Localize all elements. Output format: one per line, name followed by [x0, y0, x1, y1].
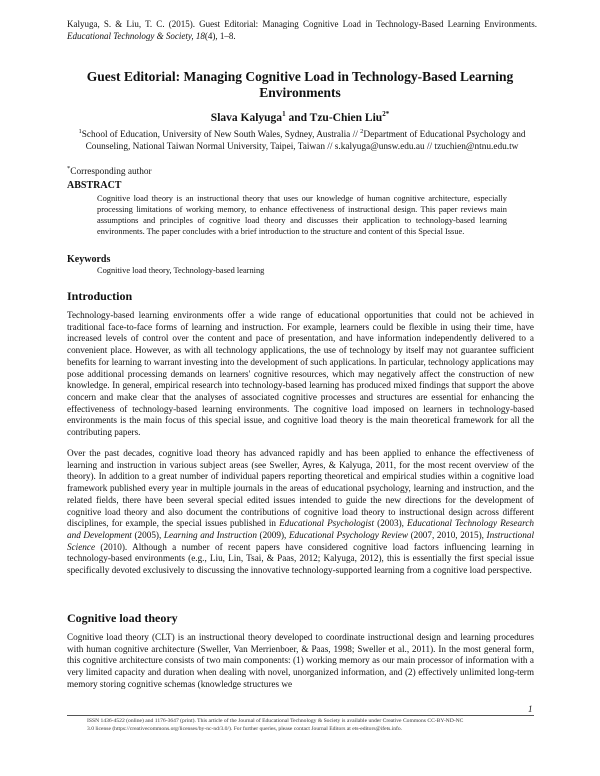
corr-sup: * [67, 165, 71, 172]
clt-heading: Cognitive load theory [67, 611, 178, 625]
intro-p2-sep-4: (2007, 2010, 2015), [407, 529, 487, 540]
corresponding-author [67, 165, 152, 177]
journal-ref-4: Educational Psychology Review [288, 529, 408, 540]
introduction-heading: Introduction [67, 289, 133, 303]
journal-ref-2: Educational Technology Research and Development [67, 518, 534, 540]
clt-paragraph-1: Cognitive load theory (CLT) is an instructional theory developed to coordinate instructional design and learning procedures with human cognitive architecture (Sweller, Van Merrienboer, & Paas, 1998; Sweller et al., 2011). In the most general form, this cognitive architecture consists of two main components: (1) working memory as our main processor of information with a very limited capacity and duration when dealing with novel, unorganized information, and (2) effectively unlimited long-term memory storing cognitive schemas (knowledge structures we [67, 632, 534, 689]
footer-line-2: 3.0 license (https://creativecommons.org/licenses/by-nc-nd/3.0/). For further queries, please contact Journal Editors at ets-editors@ifets.info. [87, 726, 403, 732]
abstract-heading: ABSTRACT [67, 180, 122, 191]
affiliations [67, 126, 537, 153]
abstract-text: Cognitive load theory is an instructional theory that uses our knowledge of human cognitive architecture, especially processing limitations of working memory, to enhance effectiveness of instructional design. This paper reviews main assumptions and principles of cognitive load theory and discusses their application to technology-based learning environments. The paper concludes with a brief introduction to the structure and content of this Special Issue. [97, 194, 507, 236]
author-1-sup: 1 [282, 110, 286, 118]
footer-license [87, 717, 527, 733]
journal-ref-1: Educational Psychologist [279, 518, 375, 529]
journal-ref-5: Instructional Science [67, 529, 535, 552]
affil-text-2: Department of Educational Psychology and Counseling, National Taiwan Normal University, Taipei, Taiwan // s.kalyuga@unsw.edu.au // tzuchien@ntnu.edu.tw [85, 130, 526, 153]
intro-paragraph-1: Technology-based learning environments offer a wide range of educational opportunities that could not be achieved in traditional face-to-face forms of learning and instruction. For example, learners could be flexible in using their time, have increased levels of control over the content and pace of presentation, and have information independently delivered to a convenient place. However, as with all technology applications, the use of technology by itself may not guarantee sufficient benefits for learning to warrant investing into the development of such applications. In particular, technology applications may pose additional processing demands on learners' cognitive resources, which may negatively affect the construction of new knowledge. In general, empirical research into technology-based learning has produced mixed findings that support the above concern and make clear that the analyses of associated cognitive processes and structures are essential for enhancing the effectiveness of technology-based learning environments. The cognitive load imposed on learners in technology-based environments is the main focus of this special issue, and cognitive load theory is the main theoretical framework for all the contributing papers. [67, 310, 534, 438]
affil-sup-1: 1 [78, 128, 82, 135]
corr-text: Corresponding author [70, 167, 152, 178]
journal-volume: 18 [195, 31, 205, 41]
keywords-text: Cognitive load theory, Technology-based learning [97, 266, 265, 275]
intro-paragraph-2 [67, 448, 534, 577]
affil-sup-2: 2 [360, 128, 364, 135]
affil-text-1: School of Education, University of New South Wales, Sydney, Australia // [81, 130, 361, 141]
intro-p2-b: (2010). Although a number of recent papers have considered cognitive load factors influencing learning in technology-based environments (e.g., Liu, Lin, Tsai, & Paas, 2012; Kalyuga, 2012), this is essentially the first special issue specifically devoted exclusively to discussing the innovative technology-supported learning from a cognitive load perspective. [67, 541, 534, 576]
author-list [60, 110, 540, 124]
footer-line-1: ISSN 1436-4522 (online) and 1176-3647 (print). This article of the Journal of Educational Technology & Society is available under Creative Commons CC-BY-ND-NC [87, 718, 464, 724]
author-2-sup: 2* [382, 110, 390, 118]
author-1: Slava Kalyuga [210, 111, 283, 124]
citation-line: Kalyuga, S. & Liu, T. C. (2015). Guest Editorial: Managing Cognitive Load in Technology-Based Learning Environments. [67, 19, 537, 29]
intro-p2-sep-1: (2003), [374, 518, 408, 529]
paper-title: Guest Editorial: Managing Cognitive Load in Technology-Based Learning Environments [86, 69, 514, 100]
intro-p2-sep-2: (2005), [131, 529, 164, 540]
author-2: Tzu-Chien Liu [309, 111, 383, 124]
author-and: and [288, 111, 307, 124]
journal-ref-3: Learning and Instruction [163, 529, 257, 540]
intro-p2-a: Over the past decades, cognitive load theory has advanced rapidly and has been applied to enhance the effectiveness of learning and instruction in various subject areas (see Sweller, Ayres, & Kalyuga, 2011, for the most recent overview of the theory). In addition to a great number of individual papers reporting theoretical and empirical studies within a cognitive load framework published every year in multiple journals in the areas of educational psychology, learning and instruction, and the related fields, there have been several special edited issues intended to guide the new directions for the development of cognitive load theory and also document the contributions of cognitive load theory to instructional design across different disciplines, for example, the special issues published in [67, 448, 534, 529]
citation-header [67, 18, 537, 42]
issue-pages: (4), 1–8. [204, 31, 236, 41]
intro-p2-sep-3: (2009), [256, 529, 289, 540]
keywords-heading: Keywords [67, 254, 111, 265]
journal-name: Educational Technology & Society, [67, 31, 194, 41]
page-number: 1 [528, 704, 533, 714]
footer-rule [67, 715, 534, 716]
